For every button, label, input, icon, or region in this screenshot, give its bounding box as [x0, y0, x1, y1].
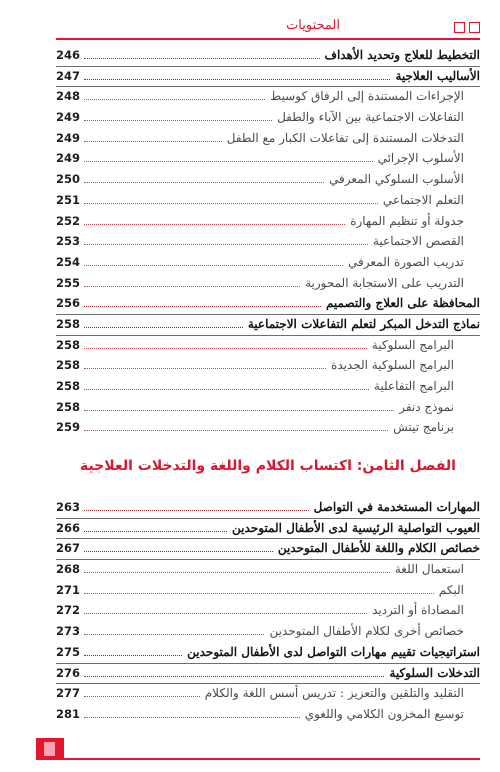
toc-dot-leader — [84, 120, 272, 121]
toc-entry-title: التدخلات السلوكية — [389, 665, 480, 680]
toc-entry — [56, 684, 480, 705]
toc-entry-title: القصص الاجتماعية — [372, 234, 464, 249]
toc-dot-leader — [84, 676, 384, 677]
toc-entry — [56, 418, 480, 439]
toc-entry — [56, 336, 480, 357]
toc-entry — [56, 170, 480, 191]
toc-entry-title: التدريب على الاستجابة المحورية — [305, 275, 464, 290]
toc-entry-title: البرامج التفاعلية — [373, 379, 454, 393]
toc-entry — [56, 498, 480, 519]
toc-entry-page-number: 258 — [56, 379, 81, 393]
toc-dot-leader — [84, 203, 378, 204]
toc-dot-leader — [84, 368, 326, 369]
toc-entry — [56, 377, 480, 398]
toc-entry-page-number: 249 — [56, 110, 81, 125]
toc-entry-title: خصائص أخرى لكلام الأطفال المتوحدين — [269, 624, 464, 639]
toc-dot-leader — [84, 224, 345, 225]
toc-entry-page-number: 259 — [56, 420, 81, 435]
toc-entry — [56, 149, 480, 170]
toc-dot-leader — [84, 430, 388, 431]
chapter-title: الفصل الثامن: اكتساب الكلام واللغة والتدخلات العلاجية — [80, 458, 456, 474]
toc-entry-page-number: 281 — [56, 706, 81, 721]
toc-entry-title: نماذج التدخل المبكر لتعلم التفاعلات الاجتماعية — [247, 316, 480, 331]
toc-entry-title: الأسلوب السلوكي المعرفي — [329, 172, 464, 187]
toc-dot-leader — [84, 327, 243, 328]
toc-entry — [56, 560, 480, 581]
toc-dot-leader — [84, 182, 324, 183]
toc-entry-page-number: 254 — [56, 254, 81, 269]
toc-entry — [56, 705, 480, 726]
toc-entry-title: التقليد والتلقين والتعزيز : تدريس أسس اللغة والكلام — [204, 686, 464, 701]
toc-dot-leader — [84, 593, 434, 594]
toc-entry-page-number: 255 — [56, 275, 81, 290]
toc-dot-leader — [84, 161, 373, 162]
toc-entry — [56, 191, 480, 212]
toc-entry — [56, 398, 480, 419]
toc-dot-leader — [84, 265, 343, 266]
toc-entry — [56, 539, 480, 560]
toc-entry-title: تدريب الصورة المعرفي — [348, 254, 464, 269]
toc-dot-leader — [84, 348, 367, 349]
toc-dot-leader — [84, 286, 300, 287]
toc-entry-page-number: 252 — [56, 213, 81, 228]
toc-entry — [56, 129, 480, 150]
toc-entry — [56, 108, 480, 129]
toc-entry-page-number: 249 — [56, 151, 81, 166]
toc-entry — [56, 356, 480, 377]
toc-dot-leader — [84, 717, 300, 718]
toc-entry — [56, 212, 480, 233]
toc-dot-leader — [84, 410, 394, 411]
toc-entry-page-number: 251 — [56, 192, 81, 207]
toc-dot-leader — [84, 79, 390, 80]
toc-entry-title: برنامج تيتش — [393, 420, 454, 435]
toc-dot-leader — [84, 572, 390, 573]
toc-entry — [56, 294, 480, 315]
toc-entry-page-number: 267 — [56, 541, 81, 556]
toc-entry — [56, 622, 480, 643]
toc-entry-page-number: 276 — [56, 665, 81, 680]
toc-entry — [56, 232, 480, 253]
toc-entry-title: استراتيجيات تقييم مهارات التواصل لدى الأطفال المتوحدين — [187, 644, 480, 659]
toc-entry-title: البرامج السلوكية الجديدة — [331, 358, 454, 373]
toc-entry-title: استعمال اللغة — [394, 562, 464, 577]
toc-dot-leader — [84, 696, 200, 697]
toc-entry-title: البكم — [438, 582, 464, 597]
toc-dot-leader — [84, 551, 273, 552]
toc-entry-page-number: 258 — [56, 358, 81, 373]
toc-entry — [56, 67, 480, 88]
toc-entry-page-number: 248 — [56, 89, 81, 104]
toc-entry-page-number: 275 — [56, 644, 81, 659]
toc-entry-page-number: 272 — [56, 603, 81, 618]
toc-entry-title: جدولة أو تنظيم المهارة — [350, 213, 464, 228]
toc-entry-title: المصاداة أو الترديد — [372, 603, 464, 618]
toc-entry-title: الأساليب العلاجية — [395, 68, 480, 83]
toc-entry — [56, 274, 480, 295]
toc-entry-title: المحافظة على العلاج والتصميم — [325, 296, 480, 311]
toc-entry-page-number: 266 — [56, 520, 81, 535]
toc-entry-page-number: 268 — [56, 562, 81, 577]
toc-dot-leader — [84, 58, 320, 59]
toc-dot-leader — [84, 531, 227, 532]
toc-entry — [56, 87, 480, 108]
toc-dot-leader — [84, 244, 368, 245]
toc-entry-page-number: 258 — [56, 316, 81, 331]
toc-entry — [56, 519, 480, 540]
toc-dot-leader — [84, 141, 222, 142]
toc-entry-title: توسيع المخزون الكلامي واللغوي — [304, 706, 464, 721]
toc-dot-leader — [84, 634, 264, 635]
toc-entry-page-number: 271 — [56, 582, 81, 597]
toc-entry-title: التفاعلات الاجتماعية بين الآباء والطفل — [277, 110, 464, 125]
toc-entry-title: الأسلوب الإجرائي — [377, 151, 464, 166]
toc-dot-leader — [84, 306, 321, 307]
toc-dot-leader — [84, 613, 367, 614]
toc-entry-page-number: 277 — [56, 686, 81, 701]
toc-entry-page-number: 249 — [56, 130, 81, 145]
toc-entry — [56, 253, 480, 274]
header-rule — [56, 38, 480, 40]
toc-dot-leader — [84, 655, 182, 656]
toc-entry — [56, 315, 480, 336]
toc-entry-title: الإجراءات المستندة إلى الرفاق كوسيط — [270, 89, 464, 104]
toc-section-top — [56, 46, 480, 439]
toc-entry — [56, 664, 480, 685]
page-number-badge — [36, 738, 64, 760]
toc-entry-title: التعلم الاجتماعي — [382, 192, 464, 207]
toc-entry-page-number: 253 — [56, 234, 81, 249]
toc-entry — [56, 601, 480, 622]
toc-entry-page-number: 256 — [56, 296, 81, 311]
footer-rule — [64, 758, 480, 760]
running-header-title: المحتويات — [286, 18, 340, 33]
toc-entry-title: خصائص الكلام واللغة للأطفال المتوحدين — [277, 541, 480, 556]
toc-entry-title: التدخلات المستندة إلى تفاعلات الكبار مع الطفل — [226, 130, 464, 145]
toc-dot-leader — [84, 510, 309, 511]
toc-entry-page-number: 258 — [56, 337, 81, 352]
toc-section-bottom — [56, 498, 480, 726]
toc-entry-page-number: 258 — [56, 399, 81, 414]
toc-entry — [56, 46, 480, 67]
toc-dot-leader — [84, 389, 369, 390]
toc-entry-page-number: 250 — [56, 172, 81, 187]
toc-entry-title: البرامج السلوكية — [371, 337, 454, 352]
toc-entry — [56, 643, 480, 664]
toc-entry-title: التخطيط للعلاج وتحديد الأهداف — [324, 48, 480, 62]
toc-entry-page-number: 263 — [56, 500, 81, 514]
toc-dot-leader — [84, 99, 265, 100]
page-header — [56, 12, 480, 42]
toc-entry-page-number: 246 — [56, 48, 81, 62]
toc-entry-page-number: 273 — [56, 624, 81, 639]
toc-entry-title: المهارات المستخدمة في التواصل — [313, 500, 480, 514]
toc-entry-title: نموذج دنفر — [399, 399, 454, 414]
toc-entry — [56, 581, 480, 602]
toc-entry-page-number: 247 — [56, 68, 81, 83]
header-ornament — [454, 22, 480, 33]
toc-entry-title: العيوب التواصلية الرئيسية لدى الأطفال المتوحدين — [232, 520, 480, 535]
